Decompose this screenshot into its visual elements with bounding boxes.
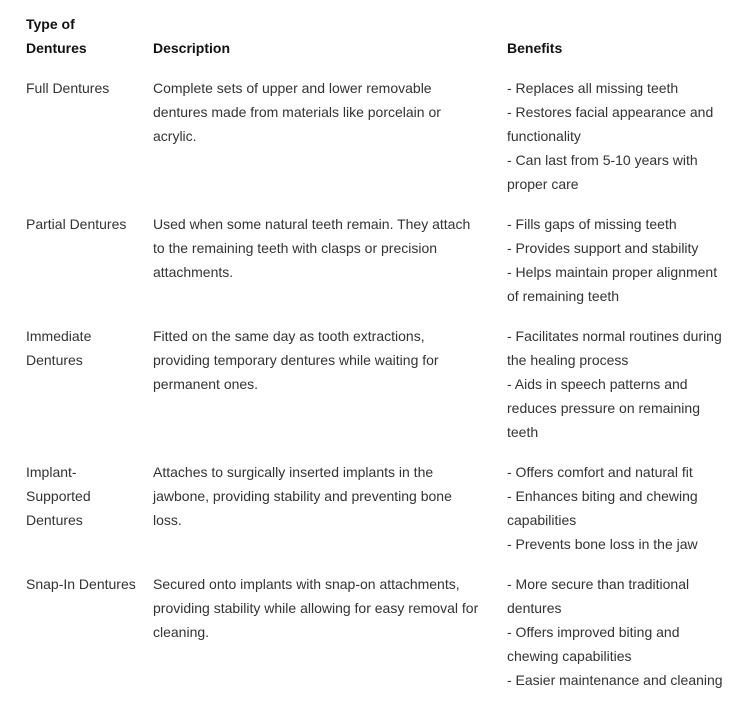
type-label: Implant-Supported Dentures — [26, 464, 91, 528]
benefits-cell — [495, 212, 736, 324]
type-label: Snap-In Dentures — [26, 576, 136, 592]
description-cell: Attaches to surgically inserted implants in the jawbone, providing stability and preventing bone loss. — [153, 464, 452, 528]
type-label: Immediate Dentures — [26, 328, 92, 368]
table-header — [14, 12, 736, 76]
type-cell — [14, 76, 141, 212]
benefit-item: - Restores facial appearance and functionality — [507, 104, 714, 144]
benefits-cell — [495, 324, 736, 460]
benefit-item: - Offers comfort and natural fit — [507, 464, 693, 480]
table-row — [14, 324, 736, 460]
benefit-item: - Helps maintain proper alignment of remaining teeth — [507, 264, 718, 304]
benefit-item: - Can last from 5-10 years with proper care — [507, 152, 698, 192]
header-row — [14, 12, 736, 76]
benefits-cell — [495, 460, 736, 572]
table-row — [14, 212, 736, 324]
benefit-item: - Replaces all missing teeth — [507, 80, 679, 96]
benefit-item: - Easier maintenance and cleaning — [507, 672, 723, 688]
benefits-cell — [495, 572, 736, 708]
benefit-item: - Facilitates normal routines during the healing process — [507, 328, 722, 368]
description-cell: Secured onto implants with snap-on attachments, providing stability while allowing for easy removal for cleaning. — [153, 576, 479, 640]
benefit-item: - More secure than traditional dentures — [507, 576, 690, 616]
benefits-cell — [495, 76, 736, 212]
type-cell — [14, 212, 141, 324]
dentures-table — [14, 12, 736, 708]
type-label: Partial Dentures — [26, 216, 127, 232]
benefit-item: - Provides support and stability — [507, 240, 699, 256]
type-label: Full Dentures — [26, 80, 110, 96]
benefit-item: - Fills gaps of missing teeth — [507, 216, 677, 232]
benefit-item: - Offers improved biting and chewing capabilities — [507, 624, 680, 664]
type-cell — [14, 324, 141, 460]
header-description: Description — [153, 40, 231, 56]
benefit-item: - Prevents bone loss in the jaw — [507, 536, 698, 552]
table-body — [14, 76, 736, 708]
table-row — [14, 76, 736, 212]
header-type-label: Type of Dentures — [26, 16, 87, 56]
description-cell: Complete sets of upper and lower removable dentures made from materials like porcelain or acrylic. — [153, 80, 441, 144]
header-benefits: Benefits — [507, 40, 563, 56]
type-cell — [14, 572, 141, 708]
type-cell — [14, 460, 141, 572]
table-row — [14, 572, 736, 708]
benefit-item: - Enhances biting and chewing capabilities — [507, 488, 698, 528]
header-type — [14, 12, 141, 76]
benefit-item: - Aids in speech patterns and reduces pressure on remaining teeth — [507, 376, 700, 440]
table-row — [14, 460, 736, 572]
description-cell: Used when some natural teeth remain. They attach to the remaining teeth with clasps or precision attachments. — [153, 216, 471, 280]
description-cell: Fitted on the same day as tooth extractions, providing temporary dentures while waiting for permanent ones. — [153, 328, 439, 392]
